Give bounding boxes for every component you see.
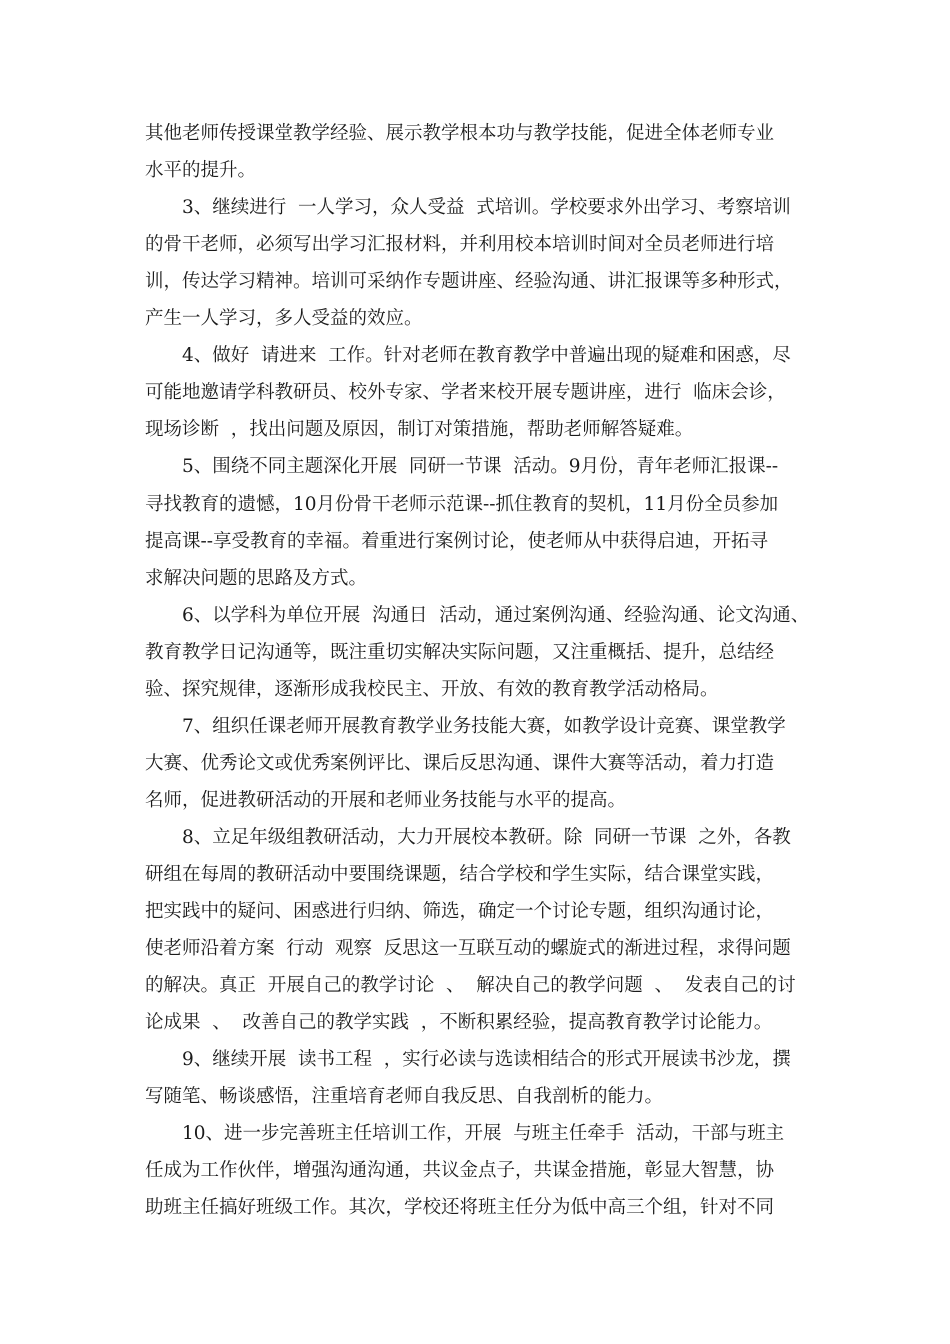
text-line: 任成为工作伙伴，增强沟通沟通，共议金点子，共谋金措施，彰显大智慧，协 <box>145 1160 775 1182</box>
text-line: 写随笔、畅谈感悟，注重培育老师自我反思、自我剖析的能力。 <box>145 1086 664 1108</box>
text-line: 的解决。真正 开展自己的教学讨论 、 解决自己的教学问题 、 发表自己的讨 <box>145 975 796 997</box>
text-line: 6、以学科为单位开展 沟通日 活动，通过案例沟通、经验沟通、论文沟通、 <box>182 604 810 626</box>
text-line: 训，传达学习精神。培训可采纳作专题讲座、经验沟通、讲汇报课等多种形式， <box>145 271 793 293</box>
text-line: 的骨干老师，必须写出学习汇报材料，并利用校本培训时间对全员老师进行培 <box>145 234 775 256</box>
text-line: 研组在每周的教研活动中要围绕课题，结合学校和学生实际，结合课堂实践， <box>145 864 775 885</box>
text-line: 5、围绕不同主题深化开展 同研一节课 活动。9月份，青年老师汇报课-- <box>182 456 779 478</box>
text-line: 大赛、优秀论文或优秀案例评比、课后反思沟通、课件大赛等活动，着力打造 <box>145 752 775 774</box>
text-line: 教育教学日记沟通等，既注重切实解决实际问题，又注重概括、提升，总结经 <box>145 641 775 663</box>
text-line: 名师，促进教研活动的开展和老师业务技能与水平的提高。 <box>145 789 627 811</box>
text-line: 把实践中的疑问、困惑进行归纳、筛选，确定一个讨论专题，组织沟通讨论， <box>145 901 775 923</box>
text-line: 4、做好 请进来 工作。针对老师在教育教学中普遍出现的疑难和困惑，尽 <box>182 345 791 367</box>
text-line: 寻找教育的遗憾，10月份骨干老师示范课--抓住教育的契机，11月份全员参加 <box>145 493 779 515</box>
text-line: 产生一人学习，多人受益的效应。 <box>145 308 423 330</box>
text-line: 3、继续进行 一人学习，众人受益 式培训。学校要求外出学习、考察培训 <box>182 197 791 219</box>
text-line: 提高课--享受教育的幸福。着重进行案例讨论，使老师从中获得启迪，开拓寻 <box>145 530 769 552</box>
text-line: 可能地邀请学科教研员、校外专家、学者来校开展专题讲座，进行 临床会诊， <box>145 382 786 404</box>
text-line: 10、进一步完善班主任培训工作，开展 与班主任牵手 活动，干部与班主 <box>182 1123 785 1145</box>
text-line: 水平的提升。 <box>145 160 257 182</box>
text-line: 验、探究规律，逐渐形成我校民主、开放、有效的教育教学活动格局。 <box>145 678 719 700</box>
text-line: 其他老师传授课堂教学经验、展示教学根本功与教学技能，促进全体老师专业 <box>145 123 775 144</box>
text-line: 8、立足年级组教研活动，大力开展校本教研。除 同研一节课 之外，各教 <box>182 826 791 848</box>
text-line: 助班主任搞好班级工作。其次，学校还将班主任分为低中高三个组，针对不同 <box>145 1197 775 1219</box>
text-line: 论成果 、 改善自己的教学实践 ，不断积累经验，提高教育教学讨论能力。 <box>145 1012 773 1034</box>
text-line: 使老师沿着方案 行动 观察 反思这一互联互动的螺旋式的渐进过程，求得问题 <box>145 938 791 960</box>
text-line: 求解决问题的思路及方式。 <box>145 567 368 589</box>
text-line: 现场诊断 ，找出问题及原因，制订对策措施，帮助老师解答疑难。 <box>145 419 694 441</box>
text-line: 7、组织任课老师开展教育教学业务技能大赛，如教学设计竞赛、课堂教学 <box>182 715 786 737</box>
text-line: 9、继续开展 读书工程 ，实行必读与选读相结合的形式开展读书沙龙，撰 <box>182 1049 791 1071</box>
